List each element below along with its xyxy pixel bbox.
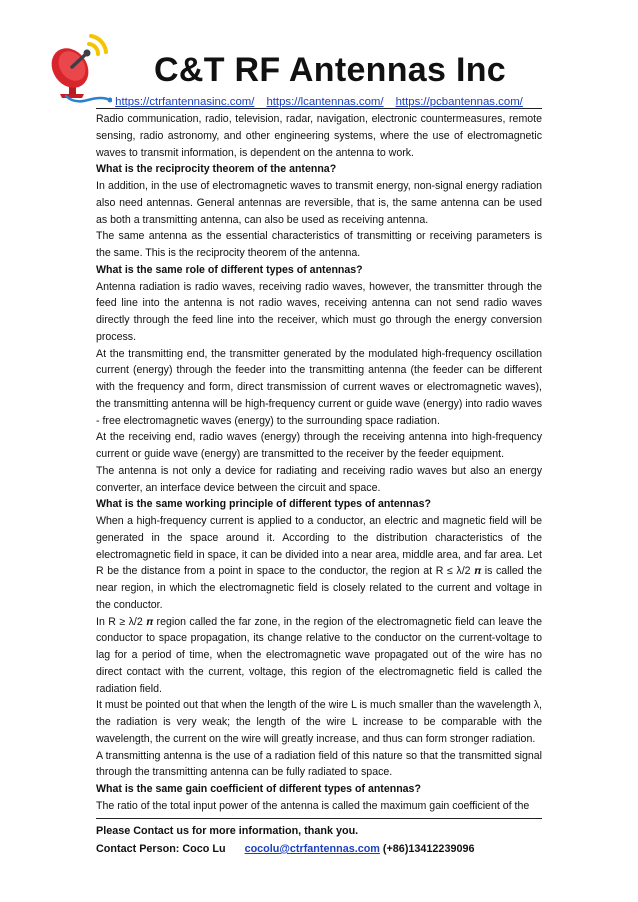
footer-contact-row — [96, 840, 542, 858]
paragraph: In addition, in the use of electromagnetic waves to transmit energy, non-signal energy radiation also need antennas. General antennas are reversible, that is, the same antenna can be used as both a transmitting antenna, can also be used as receiving antenna. — [96, 180, 542, 226]
footer-contact-line: Please Contact us for more information, thank you. — [96, 825, 359, 837]
email-link[interactable]: cocolu@ctrfantennas.com — [244, 843, 380, 855]
paragraph: In R ≥ λ/2 𝝅 region called the far zone, in the region of the electromagnetic field can leave the conductor to space propagation, its change relative to the conductor on the current-voltage to lag for a period of time, when the electromagnetic wave propagated out of the wire has no direct contact with the current, voltage, this region of the electromagnetic field is called the radiation field. — [96, 615, 542, 695]
section-heading: What is the same role of different types of antennas? — [96, 263, 363, 276]
footer — [96, 822, 542, 858]
header-links — [96, 95, 542, 109]
section-heading: What is the same working principle of different types of antennas? — [96, 498, 431, 511]
section-heading: What is the reciprocity theorem of the antenna? — [96, 163, 337, 176]
phone-number: (+86)13412239096 — [382, 843, 475, 855]
paragraph: Radio communication, radio, television, radar, navigation, electronic countermeasures, remote sensing, radio astronomy, and other engineering systems, where the use of electromagnetic waves to transmit information, is dependent on the antenna to work. — [96, 113, 542, 159]
paragraph: Antenna radiation is radio waves, receiving radio waves, however, the transmitter through the feed line into the antenna is not radio waves, receiving antenna can not send radio waves directly through the feed line into the receiver, which must go through the energy conversion process. — [96, 280, 542, 343]
paragraph: The ratio of the total input power of the antenna is called the maximum gain coefficient of the — [96, 799, 530, 812]
section-heading: What is the same gain coefficient of different types of antennas? — [96, 783, 421, 795]
link-ctrfantennasinc[interactable]: https://ctrfantennasinc.com/ — [115, 96, 255, 108]
contact-person: Contact Person: Coco Lu — [96, 843, 226, 855]
paragraph: It must be pointed out that when the length of the wire L is much smaller than the wavelength λ, the radiation is very weak; the length of the wire L increase to be comparable with the wavelength, the current on the wire will greatly increase, and thus can form stronger radiation. — [96, 699, 542, 745]
header-divider — [96, 108, 542, 109]
link-lcantennas[interactable]: https://lcantennas.com/ — [266, 96, 384, 108]
paragraph: The same antenna as the essential characteristics of transmitting or receiving parameters is the same. This is the reciprocity theorem of the antenna. — [96, 230, 542, 259]
company-name: C&T RF Antennas Inc — [153, 51, 506, 89]
link-pcbantennas[interactable]: https://pcbantennas.com/ — [395, 96, 523, 108]
footer-divider — [96, 818, 542, 819]
article-body — [96, 111, 542, 815]
paragraph: At the receiving end, radio waves (energy) through the receiving antenna into high-frequency current or guide wave (energy) are transmitted to the receiver by the feeder equipment. — [96, 431, 542, 460]
paragraph: When a high-frequency current is applied to a conductor, an electric and magnetic field will be generated in the space around it. According to the distribution characteristics of the electromagnetic field in space, it can be divided into a near area, middle area, and far area. Let R be the distance from a point in space to the conductor, the region at R ≤ λ/2 𝝅 is called the near region, in which the electromagnetic field is closely related to the current and voltage in the conductor. — [96, 515, 542, 611]
paragraph: A transmitting antenna is the use of a radiation field of this nature so that the transmitted signal through the transmitting antenna can be fully radiated to space. — [96, 749, 542, 779]
paragraph: At the transmitting end, the transmitter generated by the modulated high-frequency oscillation current (energy) through the feeder into the transmitting antenna (the feeder can be different with the frequency and form, direct transmission of current waves or electromagnetic waves), the transmitting antenna will be high-frequency current or guide wave (energy) into radio waves - free electromagnetic waves (energy) to the surrounding space radiation. — [96, 347, 542, 427]
paragraph: The antenna is not only a device for radiating and receiving radio waves but also an energy converter, an interface device between the circuit and space. — [96, 464, 542, 494]
